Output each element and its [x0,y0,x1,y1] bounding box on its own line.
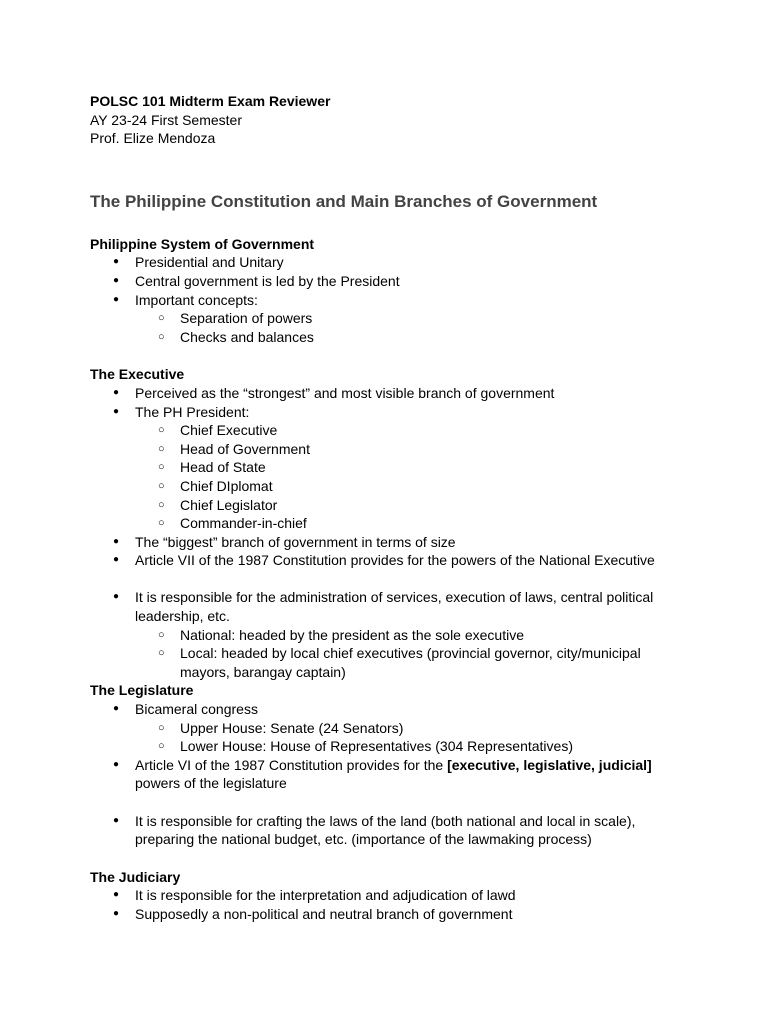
sublist-item: ○ Head of Government [135,440,680,459]
list-item: ● Supposedly a non-political and neutral branch of government [90,905,680,924]
professor-line: Prof. Elize Mendoza [90,130,216,147]
list-item: ● The “biggest” branch of government in terms of size [90,533,680,552]
legislature-list-continued [90,812,680,849]
system-list [90,253,680,346]
semester-line: AY 23-24 First Semester [90,111,242,128]
executive-list-continued [90,588,680,681]
sublist-item: ○ Chief Executive [135,421,680,440]
sublist-item: ○ Lower House: House of Representatives (304 Representatives) [135,737,680,756]
list-item [90,756,680,793]
concepts-sublist [135,309,680,346]
list-item-text: Important concepts: [135,291,258,308]
section-heading-judiciary: The Judiciary [90,868,181,885]
list-item-bold-text: [executive, legislative, judicial] [447,756,652,773]
sublist-item: ○ Commander-in-chief [135,514,680,533]
sublist-item: ○ Head of State [135,458,680,477]
section-heading-executive: The Executive [90,366,185,383]
sublist-item: ○ Local: headed by local chief executives (provincial governor, city/municipal mayors, barangay captain) [135,644,680,681]
sublist-item: ○ Chief Legislator [135,496,680,515]
sublist-item: ○ Checks and balances [135,328,680,347]
list-item: ● Article VII of the 1987 Constitution provides for the powers of the National Executive [90,551,680,570]
section-heading-system: Philippine System of Government [90,235,315,252]
sublist-item: ○ Separation of powers [135,309,680,328]
executive-list [90,384,680,570]
executive-levels-sublist [135,626,680,682]
president-roles-sublist [135,421,680,533]
section-heading-legislature: The Legislature [90,682,194,699]
sublist-item: ○ National: headed by the president as the sole executive [135,626,680,645]
sublist-item: ○ Upper House: Senate (24 Senators) [135,719,680,738]
list-item: ● It is responsible for crafting the laws of the land (both national and local in scale), preparing the national budget, etc. (importance of the lawmaking process) [90,812,680,849]
legislature-list [90,700,680,793]
judiciary-list [90,886,680,923]
list-item [90,588,680,681]
list-item-text: The PH President: [135,403,250,420]
main-heading: The Philippine Constitution and Main Branches of Government [90,191,598,211]
list-item: ● Central government is led by the President [90,272,680,291]
list-item-text: It is responsible for the administration of services, execution of laws, central political leadership, etc. [135,589,654,625]
list-item-text: Article VI of the 1987 Constitution provides for the [135,756,448,773]
list-item [90,291,680,347]
sublist-item: ○ Chief DIplomat [135,477,680,496]
document-body [90,92,680,924]
document-title: POLSC 101 Midterm Exam Reviewer [90,93,331,109]
list-item: ● Perceived as the “strongest” and most visible branch of government [90,384,680,403]
list-item: ● It is responsible for the interpretation and adjudication of lawd [90,886,680,905]
list-item [90,700,680,756]
list-item-text: powers of the legislature [135,775,287,792]
list-item: ● Presidential and Unitary [90,253,680,272]
list-item-text: Bicameral congress [135,701,258,718]
list-item [90,403,680,533]
houses-sublist [135,719,680,756]
